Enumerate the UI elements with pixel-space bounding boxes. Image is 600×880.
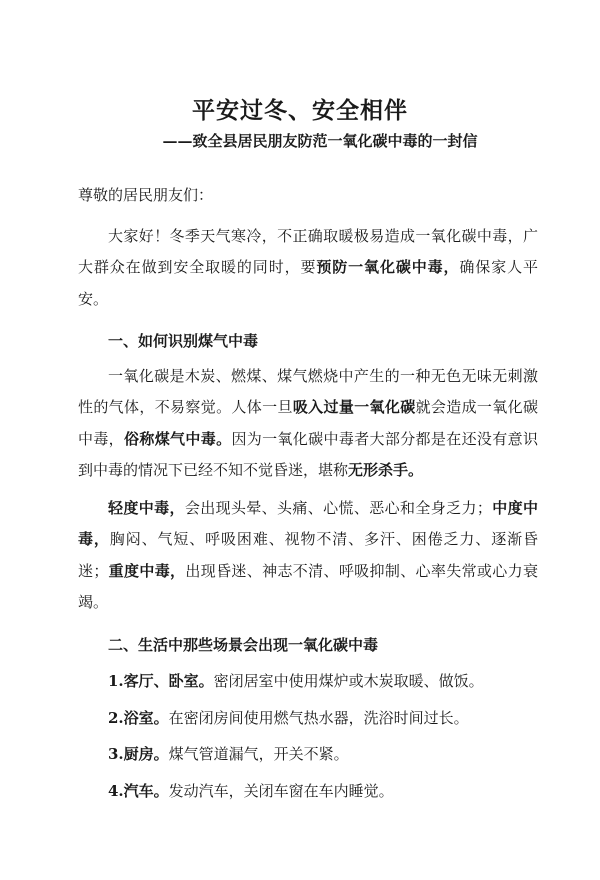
scenario-text: 煤气管道漏气，开关不紧。 (168, 745, 349, 763)
intro-text-2: 确保家人平安。 (78, 258, 538, 308)
intro-text-1: 大家好！冬季天气寒冷，不正确取暖极易造成一氧化碳中毒，广大群众在做到安全取暖的同时，要 (78, 226, 538, 276)
letter-body (78, 180, 538, 811)
scenario-item (78, 776, 538, 808)
scenario-label: 3.厨房。 (108, 745, 169, 763)
section2-heading: 二、生活中那些场景会出现一氧化碳中毒 (108, 635, 379, 654)
scenario-label: 2.浴室。 (108, 708, 169, 727)
scenario-item (78, 739, 538, 771)
mild-poisoning-text: 会出现头晕、头痛、心慌、恶心和全身乏力； (184, 498, 492, 517)
scenario-text: 发动汽车，关闭车窗在车内睡觉。 (168, 781, 394, 800)
document-subtitle: ——致全县居民朋友防范一氧化碳中毒的一封信 (162, 132, 478, 150)
s1p1-text-3: 因为一氧化碳中毒者大部分都是在还没有意识到中毒的情况下已经不知不觉昏迷，堪称 (78, 429, 538, 479)
s1p1-emphasis-1: 吸入过量一氧化碳 (292, 398, 416, 416)
document-title: 平安过冬、安全相伴 (192, 98, 408, 124)
s1p1-text-1: 一氧化碳是木炭、燃煤、煤气燃烧中产生的一种无色无味无刺激性的气体，不易察觉。人体一旦 (78, 366, 538, 416)
intro-paragraph (78, 221, 538, 316)
salutation: 尊敬的居民朋友们： (78, 186, 214, 204)
s1p1-text-2: 就会造成一氧化碳中毒， (78, 398, 538, 448)
scenario-item (78, 703, 538, 735)
scenario-item (78, 666, 538, 698)
moderate-poisoning-text: 胸闷、气短、呼吸困难、视物不清、多汗、困倦乏力、逐渐昏迷； (78, 530, 538, 580)
s1p1-emphasis-3: 无形杀手。 (348, 461, 424, 479)
s1p1-emphasis-2: 俗称煤气中毒。 (124, 429, 232, 448)
scenario-text: 在密闭房间使用燃气热水器，洗浴时间过长。 (168, 708, 469, 727)
intro-emphasis: 预防一氧化碳中毒， (316, 258, 460, 276)
section1-heading: 一、如何识别煤气中毒 (108, 332, 259, 350)
section1-paragraph-2 (78, 493, 538, 619)
section1-paragraph-1 (78, 361, 538, 487)
scenario-label: 1.客厅、卧室。 (108, 672, 214, 690)
mild-poisoning-label: 轻度中毒， (108, 498, 185, 517)
severe-poisoning-label: 重度中毒， (108, 561, 186, 580)
scenario-text: 密闭居室中使用煤炉或木炭取暖、做饭。 (213, 672, 484, 690)
moderate-poisoning-label: 中度中毒， (78, 498, 538, 548)
severe-poisoning-text: 出现昏迷、神志不清、呼吸抑制、心率失常或心力衰竭。 (78, 561, 538, 611)
scenario-label: 4.汽车。 (108, 781, 169, 800)
